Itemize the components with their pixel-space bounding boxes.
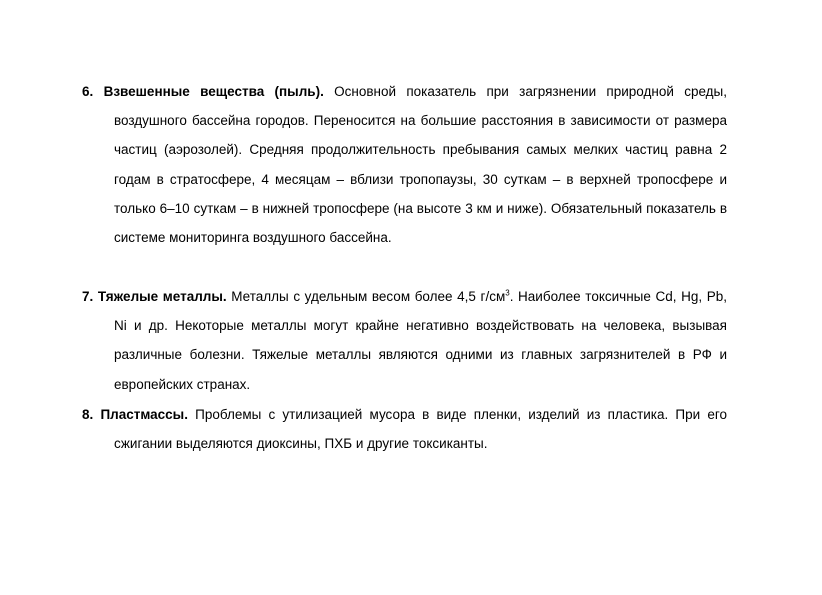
- list-item-heavy-metals: [82, 282, 727, 399]
- item-heading: Взвешенные вещества (пыль).: [103, 84, 324, 99]
- list-item-plastics: [82, 400, 727, 458]
- item-text-continued: . Наиболее токсичные Cd, Hg, Pb, Ni и др. Некоторые металлы могут крайне негативно воздействовать на человека, вызывая различные болезни. Тяжелые металлы являются одними из главных загрязнителей в РФ и европейских странах.: [114, 289, 727, 392]
- item-number: 8.: [82, 407, 94, 422]
- item-heading: Пластмассы.: [100, 407, 188, 422]
- superscript: 3: [505, 288, 510, 298]
- item-number: 6.: [82, 84, 94, 99]
- list-item-suspended-particles: [82, 77, 727, 252]
- item-text: Металлы с удельным весом более 4,5 г/см: [231, 289, 506, 304]
- item-heading: Тяжелые металлы.: [97, 289, 227, 304]
- item-text: Проблемы с утилизацией мусора в виде пленки, изделий из пластика. При его сжигании выделяются диоксины, ПХБ и другие токсиканты.: [114, 407, 727, 452]
- item-number: 7.: [82, 289, 94, 304]
- item-text: Основной показатель при загрязнении природной среды, воздушного бассейна городов. Переносится на большие расстояния в зависимости от размера частиц (аэрозолей). Средняя продолжительность пребывания самых мелких частиц равна 2 годам в стратосфере, 4 месяцам – вблизи тропопаузы, 30 суткам – в верхней тропосфере и только 6–10 суткам – в нижней тропосфере (на высоте 3 км и ниже). Обязательный показатель в системе мониторинга воздушного бассейна.: [114, 84, 727, 246]
